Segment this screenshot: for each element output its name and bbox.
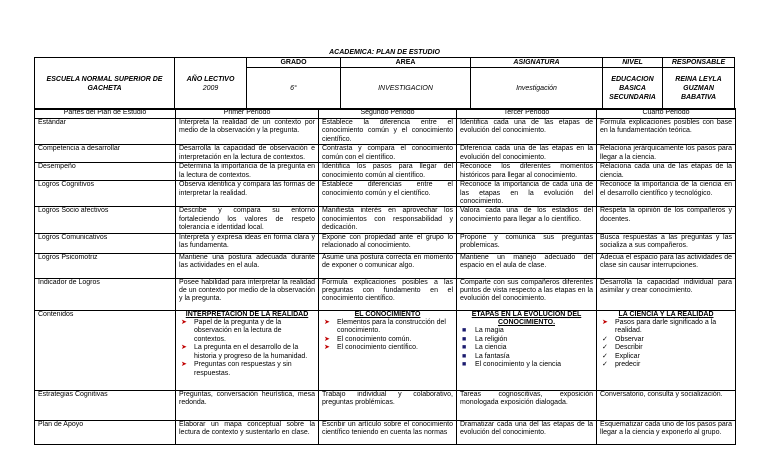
checkmark-icon: ✓ — [602, 361, 608, 369]
table-cell: Diferencia cada una de las etapas en la evolución del conocimiento. — [457, 145, 597, 163]
table-cell: Tareas cognoscitivas, exposición monologada exposición dialogada. — [457, 390, 597, 420]
list-item: ■ El conocimiento y la ciencia — [462, 361, 561, 369]
table-cell: Respeta la opinión de los compañeros y docentes. — [597, 207, 736, 233]
col-header: Primer Periodo — [176, 109, 319, 119]
arrow-bullet-icon: ➤ — [181, 361, 187, 369]
year-label: AÑO LECTIVO — [186, 75, 235, 83]
subject-value: Investigación — [471, 68, 603, 110]
table-cell: Dramatizar cada una del las etapas de la evolución del conocimiento. — [457, 420, 597, 444]
plan-table — [34, 108, 736, 445]
table-row — [35, 181, 736, 207]
table-cell: Formula explicaciones posibles con base en la fundamentación teórica. — [597, 119, 736, 145]
list-item: ✓ Observar — [602, 335, 644, 343]
subject-label: ASIGNATURA — [471, 58, 603, 68]
area-label: AREA — [341, 58, 471, 68]
school-name: ESCUELA NORMAL SUPERIOR DE GACHETA — [35, 58, 175, 110]
plan-title: ACADEMICA: PLAN DE ESTUDIO — [329, 49, 440, 56]
contents-title: LA CIENCIA Y LA REALIDAD — [618, 310, 714, 318]
table-cell: Interpreta la realidad de un contexto por medio de la observación y la pregunta. — [176, 119, 319, 145]
table-row — [35, 278, 736, 310]
grade-label: GRADO — [247, 58, 341, 68]
arrow-bullet-icon: ➤ — [324, 344, 330, 352]
table-cell: Elaborar un mapa conceptual sobre la lectura de contexto y sustentarlo en clase. — [176, 420, 319, 444]
list-item: ■ La fantasía — [462, 352, 510, 360]
table-cell: Comparte con sus compañeros diferentes puntos de vista respecto a las etapas en la evolución del conocimiento. — [457, 278, 597, 310]
list-item: ■ La ciencia — [462, 344, 507, 352]
area-value: INVESTIGACION — [341, 68, 471, 110]
arrow-bullet-icon: ➤ — [324, 335, 330, 343]
table-cell: Desarrolla la capacidad de observación e interpretación en la lectura de contextos. — [176, 145, 319, 163]
table-cell: Establece la diferencia entre el conocimiento común y el conocimiento científico. — [319, 119, 457, 145]
square-bullet-icon: ■ — [462, 361, 467, 369]
row-label: Estándar — [35, 119, 176, 145]
level-value: EDUCACION BASICA SECUNDARIA — [603, 68, 663, 110]
table-row — [35, 207, 736, 233]
table-row — [35, 163, 736, 181]
row-label: Desempeño — [35, 163, 176, 181]
year-value: 2009 — [202, 84, 219, 92]
table-cell: Expone con propiedad ante el grupo lo relacionado al conocimiento. — [319, 233, 457, 253]
table-cell: Determina la importancia de la pregunta en la lectura de contextos. — [176, 163, 319, 181]
contents-cell — [319, 310, 457, 390]
contents-cell — [176, 310, 319, 390]
contents-row — [35, 310, 736, 390]
table-cell: Desarrolla la capacidad individual para asimilar y crear conocimiento. — [597, 278, 736, 310]
list-item: ✓ Describir — [602, 344, 643, 352]
table-cell: Reconoce la importancia de cada una de las etapas en la evolución del conocimiento. — [457, 181, 597, 207]
table-cell: Interpreta y expresa ideas en forma clara y las fundamenta. — [176, 233, 319, 253]
contents-title: INTERPRETACION DE LA REALIDAD — [185, 310, 309, 318]
table-row — [35, 233, 736, 253]
year-cell — [175, 58, 247, 110]
table-cell: Mantiene un manejo adecuado del espacio en el aula de clase. — [457, 253, 597, 278]
contents-cell — [457, 310, 597, 390]
table-cell: Reconoce la importancia de la ciencia en el desarrollo científico y tecnológico. — [597, 181, 736, 207]
contents-cell — [597, 310, 736, 390]
contents-title: EL CONOCIMIENTO — [354, 310, 421, 318]
table-row — [35, 420, 736, 444]
row-label: Logros Socio afectivos — [35, 207, 176, 233]
table-cell: Describe y compara su entorno fortaleciendo los valores de respeto tolerancia e identidad local. — [176, 207, 319, 233]
col-header: Tercer Periodo — [457, 109, 597, 119]
row-label: Indicador de Logros — [35, 278, 176, 310]
square-bullet-icon: ■ — [462, 327, 467, 335]
responsible-label: RESPONSABLE — [663, 58, 735, 68]
contents-title: ETAPAS EN LA EVOLUCION DEL CONOCIMIENTO. — [471, 310, 582, 327]
header-table — [34, 48, 735, 110]
table-row — [35, 253, 736, 278]
col-header: Partes del Plan de Estudio — [35, 109, 176, 119]
square-bullet-icon: ■ — [462, 335, 467, 343]
row-label: Logros Cognitivos — [35, 181, 176, 207]
table-cell: Adecua el espacio para las actividades de clase sin causar interrupciones. — [597, 253, 736, 278]
table-cell: Busca respuestas a las preguntas y las socializa a sus compañeros. — [597, 233, 736, 253]
table-cell: Identifica cada una de las etapas de evolución del conocimiento. — [457, 119, 597, 145]
list-item: ■ La religión — [462, 335, 508, 343]
list-item: ➤ La pregunta en el desarrollo de la historia y progreso de la humanidad. — [181, 344, 308, 360]
checkmark-icon: ✓ — [602, 335, 608, 343]
table-cell: Preguntas, conversación heurística, mesa redonda. — [176, 390, 319, 420]
arrow-bullet-icon: ➤ — [602, 319, 608, 327]
square-bullet-icon: ■ — [462, 352, 467, 360]
checkmark-icon: ✓ — [602, 352, 608, 360]
table-cell: Posee habilidad para interpretar la realidad de un contexto por medio de la observación y la pregunta. — [176, 278, 319, 310]
responsible-value: REINA LEYLA GUZMAN BABATIVA — [663, 68, 735, 110]
plan-header-row — [35, 109, 736, 119]
table-cell: Observa identifica y compara las formas de interpretar la realidad. — [176, 181, 319, 207]
checkmark-icon: ✓ — [602, 344, 608, 352]
list-item: ✓ predecir — [602, 361, 641, 369]
list-item: ➤ El conocimiento común. — [324, 335, 412, 343]
table-cell: Conversatorio, consulta y socialización. — [597, 390, 736, 420]
col-header: Segundo Periodo — [319, 109, 457, 119]
table-cell: Escribir un artículo sobre el conocimiento científico teniendo en cuenta las normas — [319, 420, 457, 444]
table-cell: Reconoce los diferentes momentos históricos para llegar al conocimiento. — [457, 163, 597, 181]
table-cell: Contrasta y compara el conocimiento común con el científico. — [319, 145, 457, 163]
table-cell: Relaciona jerárquicamente los pasos para llegar a la ciencia. — [597, 145, 736, 163]
table-cell: Propone y comunica sus preguntas problemicas. — [457, 233, 597, 253]
table-cell: Asume una postura correcta en momento de exponer o comunicar algo. — [319, 253, 457, 278]
table-cell: Esquematizar cada uno de los pasos para llegar a la ciencia y exponerlo al grupo. — [597, 420, 736, 444]
table-cell: Valora cada una de los estadios del conocimiento para llegar a lo científico. — [457, 207, 597, 233]
table-cell: Identifica los pasos para llegar del conocimiento común al científico. — [319, 163, 457, 181]
row-label: Logros Comunicativos — [35, 233, 176, 253]
list-item: ✓ Explicar — [602, 352, 640, 360]
row-label: Contenidos — [35, 310, 176, 390]
table-row — [35, 145, 736, 163]
table-row — [35, 119, 736, 145]
table-cell: Formula explicaciones posibles a las preguntas con fundamento en el conocimiento científico. — [319, 278, 457, 310]
arrow-bullet-icon: ➤ — [324, 319, 330, 327]
list-item: ■ La magia — [462, 327, 504, 335]
arrow-bullet-icon: ➤ — [181, 319, 187, 327]
table-cell: Trabajo individual y colaborativo, preguntas problémicas. — [319, 390, 457, 420]
col-header: Cuarto Periodo — [597, 109, 736, 119]
row-label: Logros Psicomotriz — [35, 253, 176, 278]
table-cell: Manifiesta interés en aprovechar los conocimientos con responsabilidad y dedicación. — [319, 207, 457, 233]
table-cell: Relaciona cada una de las etapas de la ciencia. — [597, 163, 736, 181]
table-row — [35, 390, 736, 420]
row-label: Plan de Apoyo — [35, 420, 176, 444]
list-item: ➤ El conocimiento científico. — [324, 344, 418, 352]
table-cell: Mantiene una postura adecuada durante las actividades en el aula. — [176, 253, 319, 278]
list-item: ➤ Preguntas con respuestas y sin respuestas. — [181, 361, 292, 377]
square-bullet-icon: ■ — [462, 344, 467, 352]
list-item: ➤ Papel de la pregunta y de la observación en la lectura de contextos. — [181, 319, 282, 343]
list-item: ➤ Pasos para darle significado a la realidad. — [602, 319, 717, 335]
table-cell: Establece diferencias entre el conocimiento común y el científico. — [319, 181, 457, 207]
row-label: Competencia a desarrollar — [35, 145, 176, 163]
list-item: ➤ Elementos para la construcción del conocimiento. — [324, 319, 446, 335]
arrow-bullet-icon: ➤ — [181, 344, 187, 352]
level-label: NIVEL — [603, 58, 663, 68]
grade-value: 6° — [247, 68, 341, 110]
row-label: Estrategias Cognitivas — [35, 390, 176, 420]
